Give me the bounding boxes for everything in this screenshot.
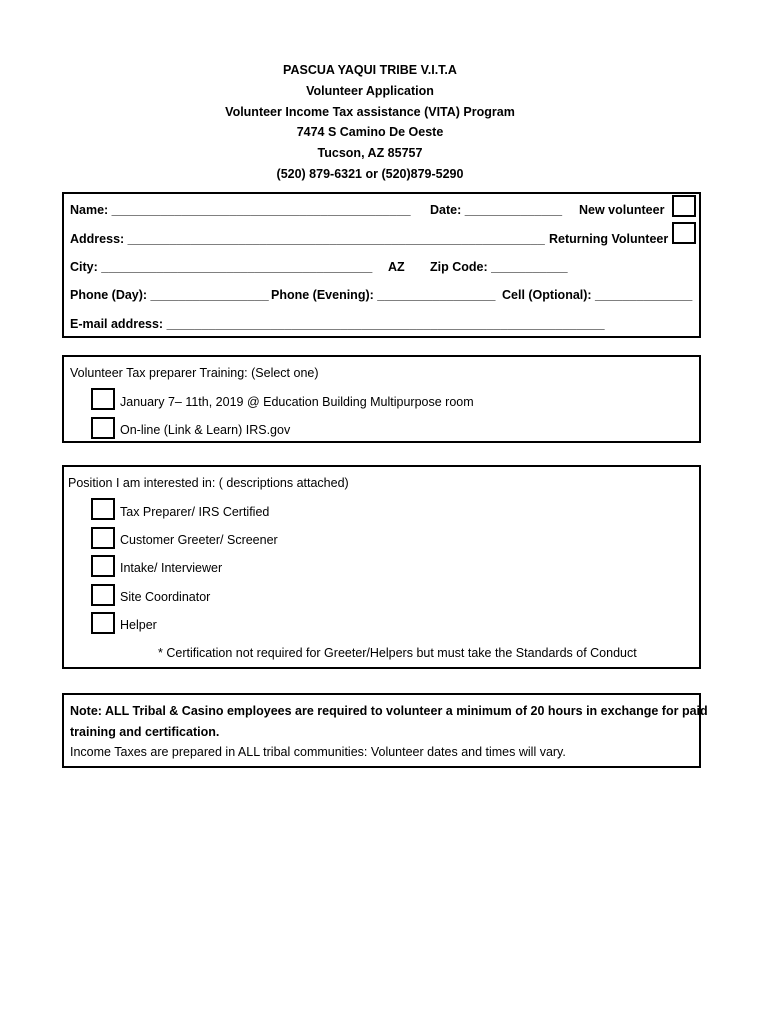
position-heading: Position I am interested in: ( descriptions attached) [68, 476, 349, 490]
training-option-label: On-line (Link & Learn) IRS.gov [120, 423, 291, 437]
contact-phone: (520) 879-6321 or (520)879-5290 [276, 166, 464, 181]
program-name: Volunteer Income Tax assistance (VITA) Program [225, 104, 515, 119]
address-field[interactable]: Address: ____________________________________________________________ [70, 232, 545, 246]
position-option-label: Customer Greeter/ Screener [120, 533, 278, 547]
name-field[interactable]: Name: ___________________________________________ [70, 203, 411, 217]
position-option-checkbox[interactable] [91, 498, 115, 520]
date-field[interactable]: Date: ______________ [430, 203, 563, 217]
training-option-checkbox[interactable] [91, 388, 115, 410]
email-field[interactable]: E-mail address: _______________________________________________________________ [70, 317, 605, 331]
position-option-label: Tax Preparer/ IRS Certified [120, 505, 270, 519]
street-address: 7474 S Camino De Oeste [296, 125, 444, 140]
state-label: AZ [388, 260, 405, 274]
zip-field[interactable]: Zip Code: ___________ [430, 260, 568, 274]
personal-info-section [62, 192, 701, 338]
position-option-label: Helper [120, 618, 157, 632]
new-volunteer-label: New volunteer [579, 203, 665, 217]
city-field[interactable]: City: _______________________________________ [70, 260, 373, 274]
returning-volunteer-label: Returning Volunteer [549, 232, 669, 246]
new-volunteer-checkbox[interactable] [672, 195, 696, 217]
city-state-zip: Tucson, AZ 85757 [317, 146, 423, 161]
position-option-checkbox[interactable] [91, 527, 115, 549]
form-header [0, 60, 740, 185]
note-line-2: training and certification. [70, 725, 220, 739]
position-option-checkbox[interactable] [91, 612, 115, 634]
phone-day-field[interactable]: Phone (Day): _________________ [70, 288, 269, 302]
training-heading: Volunteer Tax preparer Training: (Select one) [70, 366, 319, 380]
training-option-label: January 7– 11th, 2019 @ Education Building Multipurpose room [120, 395, 474, 409]
position-option-label: Intake/ Interviewer [120, 561, 223, 575]
training-option-checkbox[interactable] [91, 417, 115, 439]
phone-evening-field[interactable]: Phone (Evening): _________________ [271, 288, 496, 302]
cell-field[interactable]: Cell (Optional): ______________ [502, 288, 693, 302]
position-option-label: Site Coordinator [120, 590, 211, 604]
note-section [62, 693, 708, 768]
returning-volunteer-checkbox[interactable] [672, 222, 696, 244]
certification-footnote: * Certification not required for Greeter/Helpers but must take the Standards of Conduct [158, 646, 637, 660]
note-line-3: Income Taxes are prepared in ALL tribal communities: Volunteer dates and times will vary. [70, 745, 566, 759]
position-option-checkbox[interactable] [91, 584, 115, 606]
note-line-1: Note: ALL Tribal & Casino employees are required to volunteer a minimum of 20 hours in exchange for paid [70, 704, 708, 718]
position-section [62, 465, 701, 669]
training-section [62, 355, 701, 443]
form-title: Volunteer Application [306, 83, 434, 98]
org-name: PASCUA YAQUI TRIBE V.I.T.A [283, 63, 457, 77]
position-option-checkbox[interactable] [91, 555, 115, 577]
